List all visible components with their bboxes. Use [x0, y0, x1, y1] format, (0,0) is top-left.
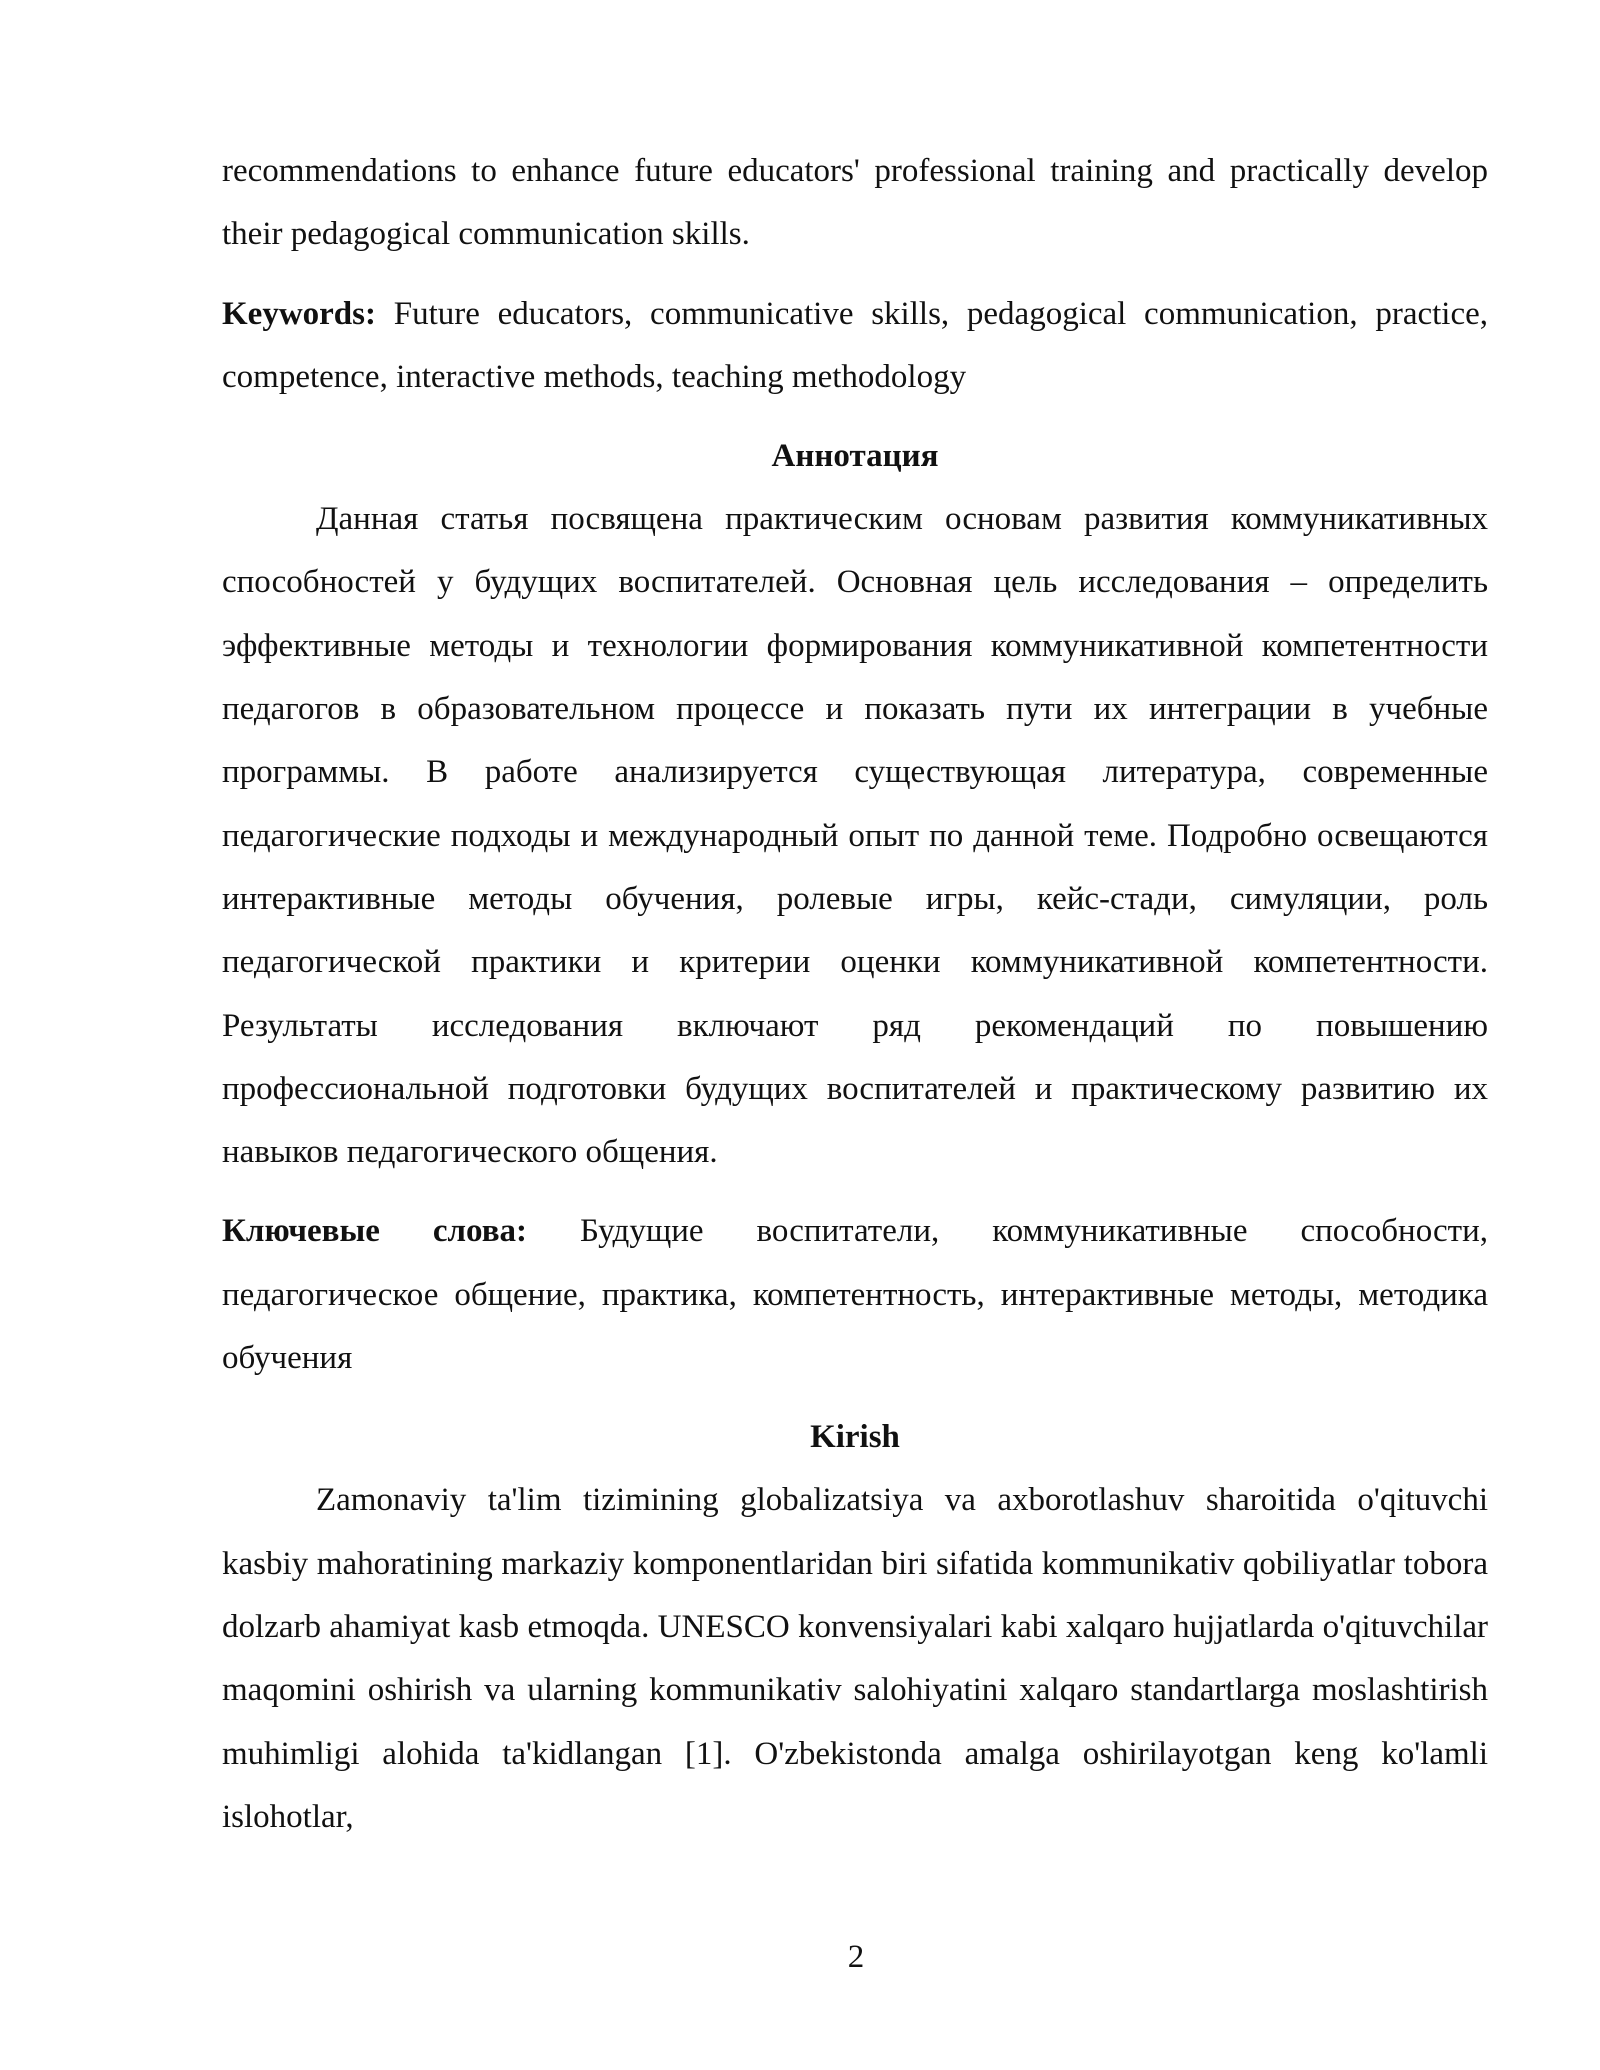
english-keywords-label: Keywords:	[222, 295, 376, 332]
page-number: 2	[847, 1939, 865, 1975]
russian-keywords-text: Будущие воспитатели, коммуникативные способности, педагогическое общение, практика, компетентность, интерактивные методы, методика обучения	[222, 1213, 1489, 1377]
russian-keywords-label: Ключевые слова:	[222, 1213, 528, 1250]
introduction-paragraph: Zamonaviy ta'lim tizimining globalizatsiya va axborotlashuv sharoitida o'qituvchi kasbiy mahoratining markaziy komponentlaridan biri sifatida kommunikativ qobiliyatlar tobora dolzarb ahamiyat kasb etmoqda. UNESCO konvensiyalari kabi xalqaro hujjatlarda o'qituvchilar maqomini oshirish va ularning kommunikativ salohiyatini xalqaro standartlarga moslashtirish muhimligi alohida ta'kidlangan [1]. O'zbekistonda amalga oshirilayotgan keng ko'lamli islohotlar,	[222, 1482, 1488, 1835]
russian-abstract: Данная статья посвящена практическим основам развития коммуникативных способностей у будущих воспитателей. Основная цель исследования – определить эффективные методы и технологии формирования коммуникативной компетентности педагогов в образовательном процессе и показать пути их интеграции в учебные программы. В работе анализируется существующая литература, современные педагогические подходы и международный опыт по данной теме. Подробно освещаются интерактивные методы обучения, ролевые игры, кейс-стади, симуляции, роль педагогической практики и критерии оценки коммуникативной компетентности. Результаты исследования включают ряд рекомендаций по повышению профессиональной подготовки будущих воспитателей и практическому развитию их навыков педагогического общения.	[222, 501, 1488, 1171]
english-keywords-text: Future educators, communicative skills, pedagogical communication, practice, competence, interactive methods, teaching methodology	[222, 295, 1488, 395]
document-page	[222, 140, 1488, 1849]
english-keywords	[222, 283, 1488, 410]
introduction-heading: Kirish	[810, 1419, 900, 1456]
russian-keywords	[222, 1200, 1488, 1390]
english-abstract-tail: recommendations to enhance future educators' professional training and practically develop their pedagogical communication skills.	[222, 153, 1488, 253]
russian-abstract-heading: Аннотация	[771, 438, 939, 475]
